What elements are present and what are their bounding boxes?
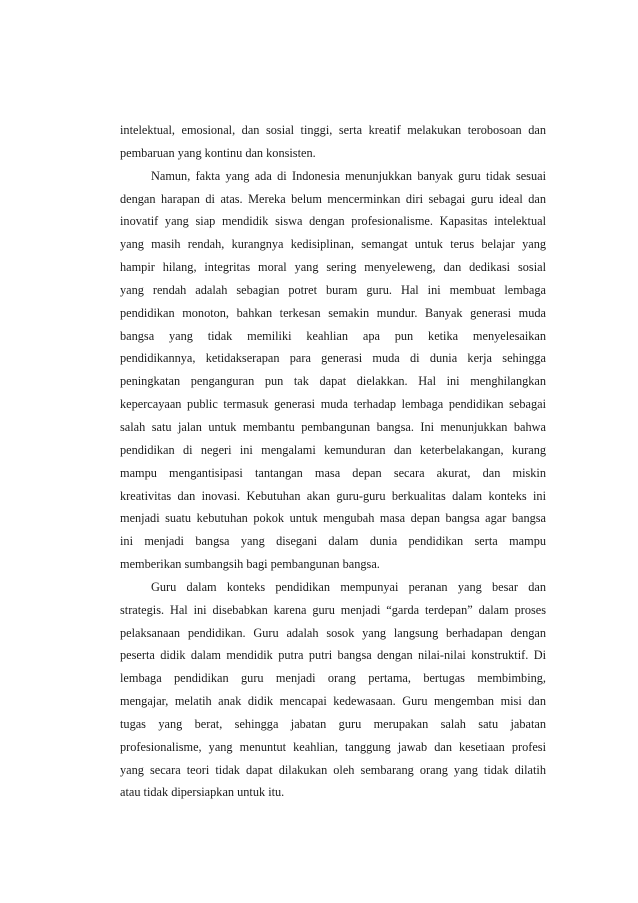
text-line: peserta didik dalam mendidik putra putri bangsa dengan nilai-nilai konstruktif. Di — [120, 648, 546, 663]
text-line: peningkatan penganguran pun tak dapat dielakkan. Hal ini menghilangkan — [120, 374, 546, 389]
text-line: kepercayaan public termasuk generasi muda terhadap lembaga pendidikan sebagai — [120, 397, 546, 412]
text-line: hampir hilang, integritas moral yang sering menyeleweng, dan dedikasi sosial — [120, 260, 546, 275]
text-line: pendidikan monoton, bahkan terkesan semakin mundur. Banyak generasi muda — [120, 305, 546, 320]
text-line: tugas yang berat, sehingga jabatan guru merupakan salah satu jabatan — [120, 716, 546, 731]
text-line: dengan harapan di atas. Mereka belum mencerminkan diri sebagai guru ideal dan — [120, 191, 546, 206]
text-line: yang masih rendah, kurangnya kedisiplinan, semangat untuk terus belajar yang — [120, 237, 546, 252]
body-text — [120, 119, 546, 804]
text-line: strategis. Hal ini disebabkan karena guru menjadi “garda terdepan” dalam proses — [120, 602, 546, 617]
text-line: salah satu jalan untuk membantu pembangunan bangsa. Ini menunjukkan bahwa — [120, 419, 546, 434]
paragraph-start-line: Namun, fakta yang ada di Indonesia menunjukkan banyak guru tidak sesuai — [151, 168, 546, 183]
text-line: yang rendah adalah sebagian potret buram guru. Hal ini membuat lembaga — [120, 282, 546, 297]
text-line: ini menjadi bangsa yang disegani dalam dunia pendidikan serta mampu — [120, 534, 546, 549]
text-line: mengajar, melatih anak didik mencapai kedewasaan. Guru mengemban misi dan — [120, 694, 546, 709]
text-line: bangsa yang tidak memiliki keahlian apa pun ketika menyelesaikan — [120, 328, 546, 343]
text-line: mampu mengantisipasi tantangan masa depan secara akurat, dan miskin — [120, 465, 546, 480]
text-line: profesionalisme, yang menuntut keahlian, tanggung jawab dan kesetiaan profesi — [120, 739, 546, 754]
text-line: menjadi suatu kebutuhan pokok untuk mengubah masa depan bangsa agar bangsa — [120, 511, 546, 526]
text-line: pendidikannya, ketidakserapan para generasi muda di dunia kerja sehingga — [120, 351, 546, 366]
paragraph-start-line: Guru dalam konteks pendidikan mempunyai peranan yang besar dan — [151, 579, 546, 594]
paragraph-end-line: memberikan sumbangsih bagi pembangunan bangsa. — [120, 557, 380, 572]
paragraph-end-line: pembaruan yang kontinu dan konsisten. — [120, 145, 316, 160]
text-line: inovatif yang siap mendidik siswa dengan profesionalisme. Kapasitas intelektual — [120, 214, 546, 229]
paragraph-end-line: atau tidak dipersiapkan untuk itu. — [120, 785, 285, 800]
text-line: pendidikan di negeri ini mengalami kemunduran dan keterbelakangan, kurang — [120, 442, 546, 457]
text-line: intelektual, emosional, dan sosial tinggi, serta kreatif melakukan terobosoan dan — [120, 123, 546, 137]
text-line: pelaksanaan pendidikan. Guru adalah sosok yang langsung berhadapan dengan — [120, 625, 546, 640]
text-line: kreativitas dan inovasi. Kebutuhan akan guru-guru berkualitas dalam konteks ini — [120, 488, 546, 503]
text-line: yang secara teori tidak dapat dilakukan oleh sembarang orang yang tidak dilatih — [120, 762, 546, 777]
text-line: lembaga pendidikan guru menjadi orang pertama, bertugas membimbing, — [120, 671, 546, 686]
